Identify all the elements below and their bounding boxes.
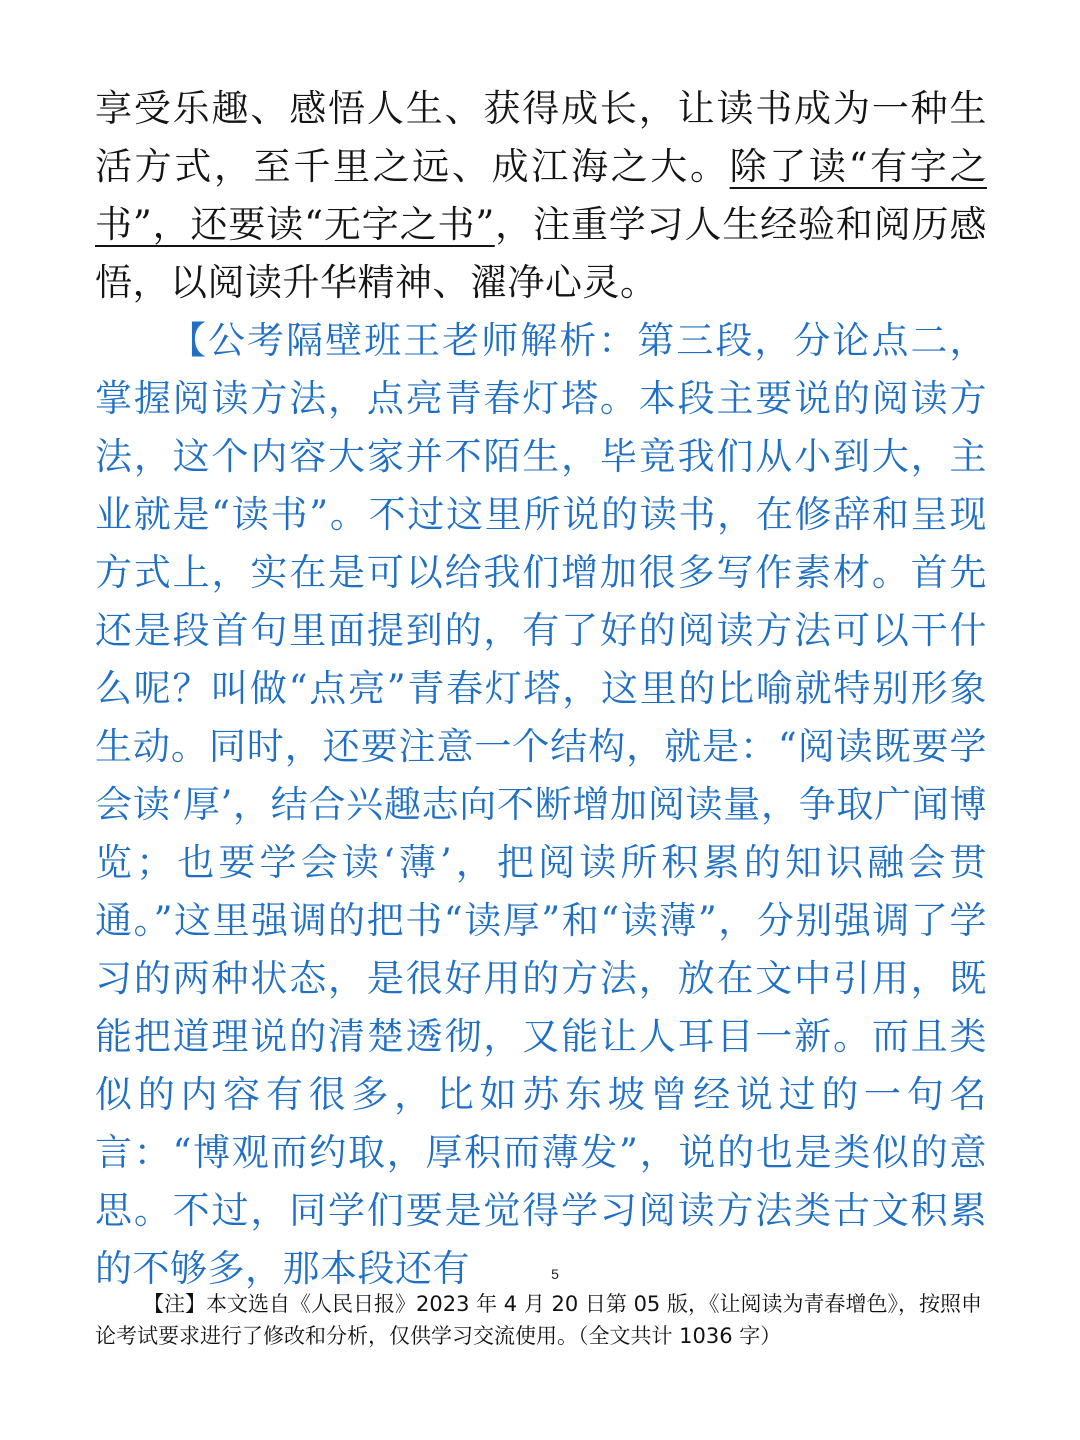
paragraph-lead-text: 享受乐趣、感悟人生、获得成长，让读书成为一种生活方式，至千里之远、成江海之大。 — [95, 87, 987, 188]
article-paragraph — [95, 80, 987, 312]
teacher-analysis-paragraph: 【公考隔壁班王老师解析：第三段，分论点二，掌握阅读方法，点亮青春灯塔。本段主要说的阅读方法，这个内容大家并不陌生，毕竟我们从小到大，主业就是“读书”。不过这里所说的读书，在修辞和呈现方式上，实在是可以给我们增加很多写作素材。首先还是段首句里面提到的，有了好的阅读方法可以干什么呢？叫做“点亮”青春灯塔，这里的比喻就特别形象生动。同时，还要注意一个结构，就是：“阅读既要学会读‘厚’，结合兴趣志向不断增加阅读量，争取广闻博览；也要学会读‘薄’，把阅读所积累的知识融会贯通。”这里强调的把书“读厚”和“读薄”，分别强调了学习的两种状态，是很好用的方法，放在文中引用，既能把道理说的清楚透彻，又能让人耳目一新。而且类似的内容有很多，比如苏东坡曾经说过的一句名言：“博观而约取，厚积而薄发”，说的也是类似的意思。不过，同学们要是觉得学习阅读方法类古文积累的不够多，那本段还有 — [95, 319, 987, 1290]
paragraph-tail-text: ，注重学习人生经验和阅历感悟，以阅读升华精神、濯净心灵。 — [95, 203, 988, 304]
source-footnote: 【注】本文选自《人民日报》2023 年 4 月 20 日第 05 版，《让阅读为青春增色》，按照申论考试要求进行了修改和分析，仅供学习交流使用。（全文共计 1036 字） — [95, 1292, 982, 1348]
page-number: 5 — [551, 1266, 559, 1282]
underlined-key-sentence: 除了读“有字之书”，还要读“无字之书” — [95, 145, 988, 246]
